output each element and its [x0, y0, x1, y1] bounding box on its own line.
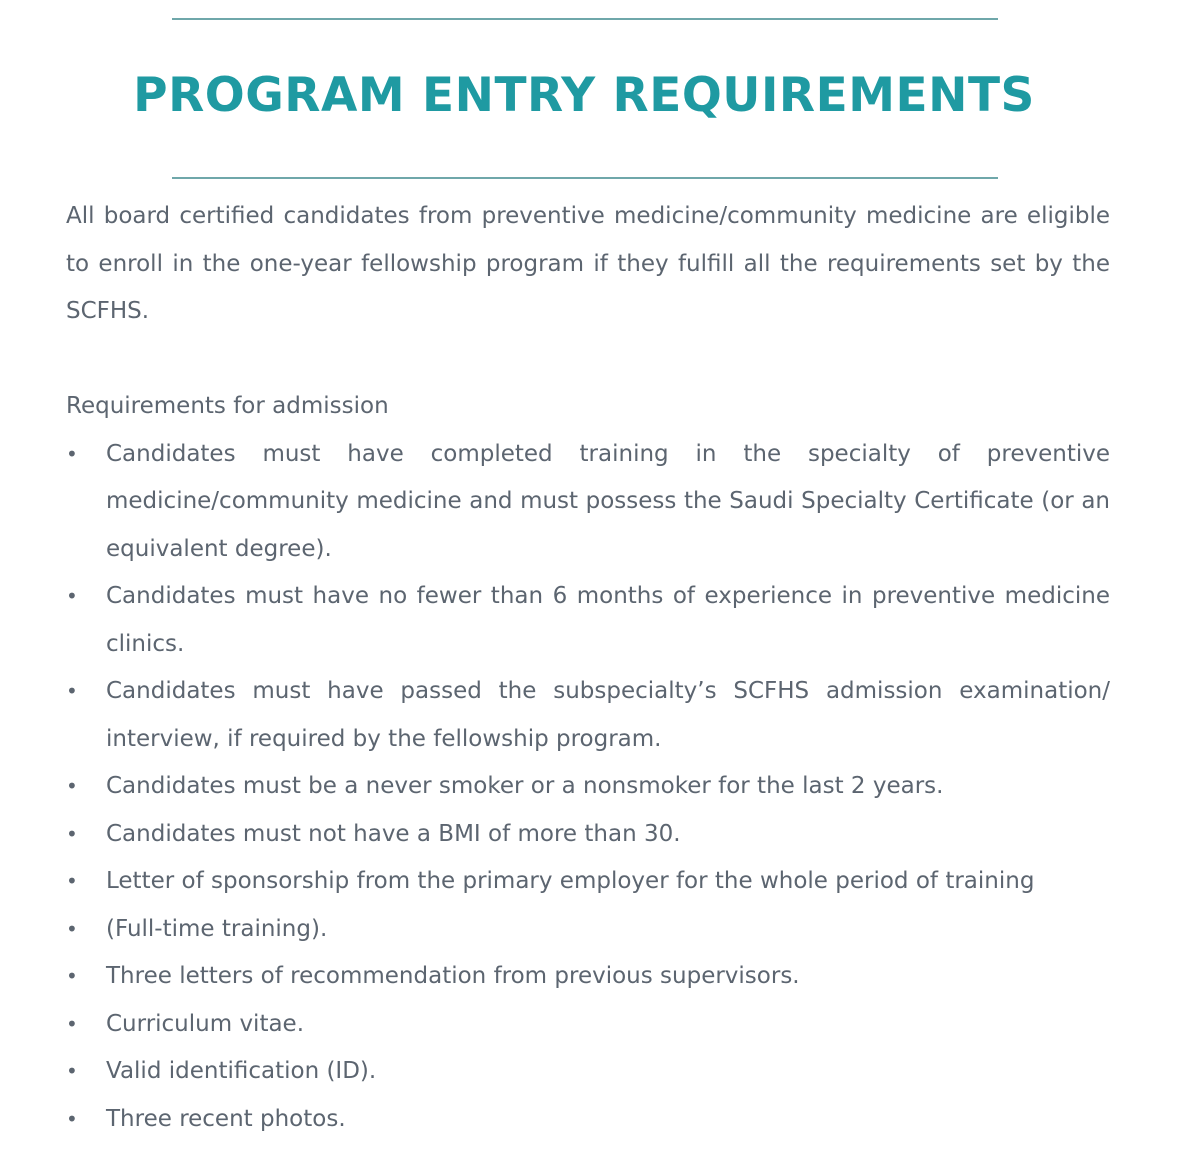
bullet-icon: • [66, 679, 78, 703]
list-item-text: Candidates must be a never smoker or a nonsmoker for the last 2 years. [106, 773, 944, 799]
bullet-icon: • [66, 774, 78, 798]
list-item [66, 858, 1110, 906]
bullet-icon: • [66, 584, 78, 608]
page-title: PROGRAM ENTRY REQUIREMENTS [133, 68, 1035, 123]
list-item [66, 763, 1110, 811]
requirements-list [66, 431, 1110, 1144]
list-item-text: Candidates must have completed training in the specialty of preventive medicine/community medicine and must possess the Saudi Specialty Certificate (or an equivalent degree). [106, 440, 1110, 562]
top-divider [172, 18, 998, 20]
bullet-icon: • [66, 964, 78, 988]
bullet-icon: • [66, 1011, 78, 1036]
list-item-text: Letter of sponsorship from the primary employer for the whole period of training [106, 868, 1035, 894]
bullet-icon: • [66, 821, 78, 846]
document-body [66, 193, 1110, 1143]
list-item [66, 1001, 1110, 1049]
intro-paragraph: All board certified candidates from preventive medicine/community medicine are eligible to enroll in the one-year fellowship program if they fulfill all the requirements set by the SCFHS. [66, 203, 1110, 324]
list-item-text: Candidates must not have a BMI of more than 30. [106, 820, 681, 847]
bullet-icon: • [66, 1106, 78, 1131]
bullet-icon: • [66, 1059, 78, 1083]
bullet-icon: • [66, 441, 78, 466]
bullet-icon: • [66, 916, 78, 941]
list-item [66, 431, 1110, 574]
list-item-text: Valid identification (ID). [106, 1058, 377, 1084]
list-item-text: Three letters of recommendation from previous supervisors. [106, 963, 800, 989]
list-item [66, 1048, 1110, 1096]
list-item-text: Candidates must have no fewer than 6 months of experience in preventive medicine clinics. [106, 583, 1110, 657]
list-item [66, 668, 1110, 763]
list-item-text: Curriculum vitae. [106, 1010, 305, 1037]
list-item [66, 573, 1110, 668]
list-item-text: (Full-time training). [106, 915, 328, 942]
list-item-text: Three recent photos. [106, 1105, 346, 1132]
bullet-icon: • [66, 869, 78, 893]
list-item [66, 953, 1110, 1001]
requirements-heading: Requirements for admission [66, 393, 389, 419]
list-item-text: Candidates must have passed the subspecialty’s SCFHS admission examination/ interview, if required by the fellowship program. [106, 678, 1110, 752]
bottom-divider [172, 177, 998, 179]
list-item [66, 1096, 1110, 1144]
list-item [66, 811, 1110, 859]
list-item [66, 906, 1110, 954]
